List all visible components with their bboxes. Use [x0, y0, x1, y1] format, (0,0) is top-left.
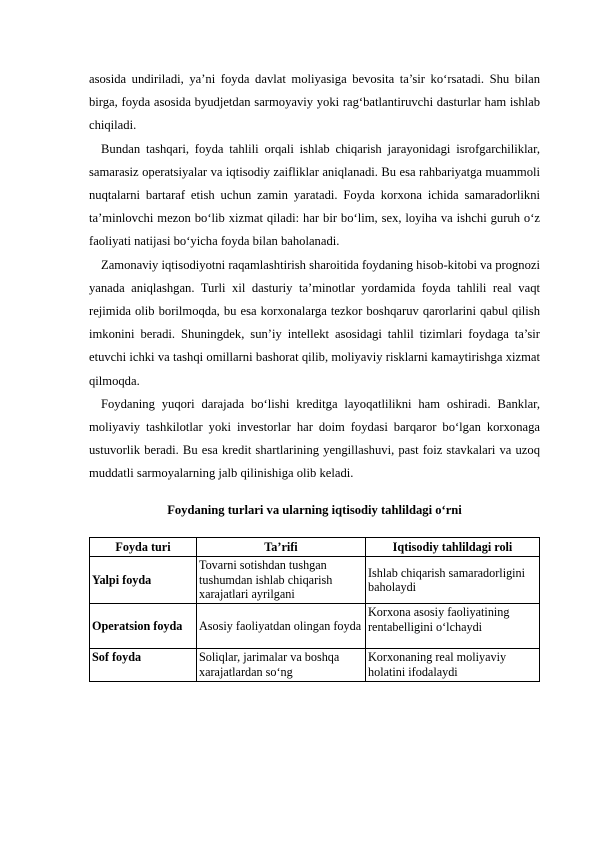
cell-definition: Tovarni sotishdan tushgan tushumdan ishlab chiqarish xarajatlari ayrilgani — [197, 557, 366, 604]
table-row — [90, 557, 540, 604]
cell-profit-type: Yalpi foyda — [90, 557, 197, 604]
cell-profit-type: Sof foyda — [90, 649, 197, 682]
cell-role: Korxona asosiy faoliyatining rentabelligini o‘lchaydi — [366, 604, 540, 649]
cell-role: Ishlab chiqarish samaradorligini baholaydi — [366, 557, 540, 604]
header-definition: Ta’rifi — [197, 537, 366, 557]
paragraph-3: Zamonaviy iqtisodiyotni raqamlashtirish sharoitida foydaning hisob-kitobi va prognozi yanada aniqlashgan. Turli xil dasturiy ta’minotlar yordamida foyda tahlili real vaqt rejimida olib borilmoqda, bu esa korxonalarga tezkor boshqaruv qarorlarini qabul qilish imkonini beradi. Shuningdek, sun’iy intellekt asosidagi tahlil tizimlari foydaga ta’sir etuvchi ichki va tashqi omillarni bashorat qilib, moliyaviy risklarni kamaytirishga xizmat qilmoqda. — [89, 257, 540, 388]
paragraph-4: Foydaning yuqori darajada bo‘lishi kreditga layoqatlilikni ham oshiradi. Banklar, moliyaviy tashkilotlar yoki investorlar har doim foydasi barqaror bo‘lgan korxonaga ustuvorlik beradi. Bu esa kredit shartlarining yengillashuvi, past foiz stavkalari va uzoq muddatli sarmoyalarning jalb qilinishiga olib keladi. — [89, 396, 540, 481]
table-row — [90, 649, 540, 682]
paragraph-2: Bundan tashqari, foyda tahlili orqali ishlab chiqarish jarayonidagi isrofgarchiliklar, samarasiz operatsiyalar va iqtisodiy zaifliklar aniqlanadi. Bu esa rahbariyatga muammoli nuqtalarni bartaraf etish uchun zamin yaratadi. Foyda korxona ichida samaradorlikni ta’minlovchi mezon bo‘lib xizmat qiladi: har bir bo‘lim, sex, loyiha va ishchi guruh o‘z faoliyati natijasi bo‘yicha foyda bilan baholanadi. — [89, 141, 540, 249]
cell-profit-type: Operatsion foyda — [90, 604, 197, 649]
document-page — [89, 68, 540, 682]
table-header-row — [90, 537, 540, 557]
paragraph-1: asosida undiriladi, ya’ni foyda davlat moliyasiga bevosita ta’sir ko‘rsatadi. Shu bilan birga, foyda asosida byudjetdan sarmoyaviy yoki rag‘batlantiruvchi dasturlar ham ishlab chiqiladi. — [89, 72, 540, 133]
profit-types-table — [89, 537, 540, 683]
header-profit-type: Foyda turi — [90, 537, 197, 557]
table-caption: Foydaning turlari va ularning iqtisodiy tahlildagi o‘rni — [167, 502, 462, 517]
cell-definition: Asosiy faoliyatdan olingan foyda — [197, 604, 366, 649]
cell-role: Korxonaning real moliyaviy holatini ifodalaydi — [366, 649, 540, 682]
header-role: Iqtisodiy tahlildagi roli — [366, 537, 540, 557]
table-row — [90, 604, 540, 649]
cell-definition: Soliqlar, jarimalar va boshqa xarajatlardan so‘ng — [197, 649, 366, 682]
